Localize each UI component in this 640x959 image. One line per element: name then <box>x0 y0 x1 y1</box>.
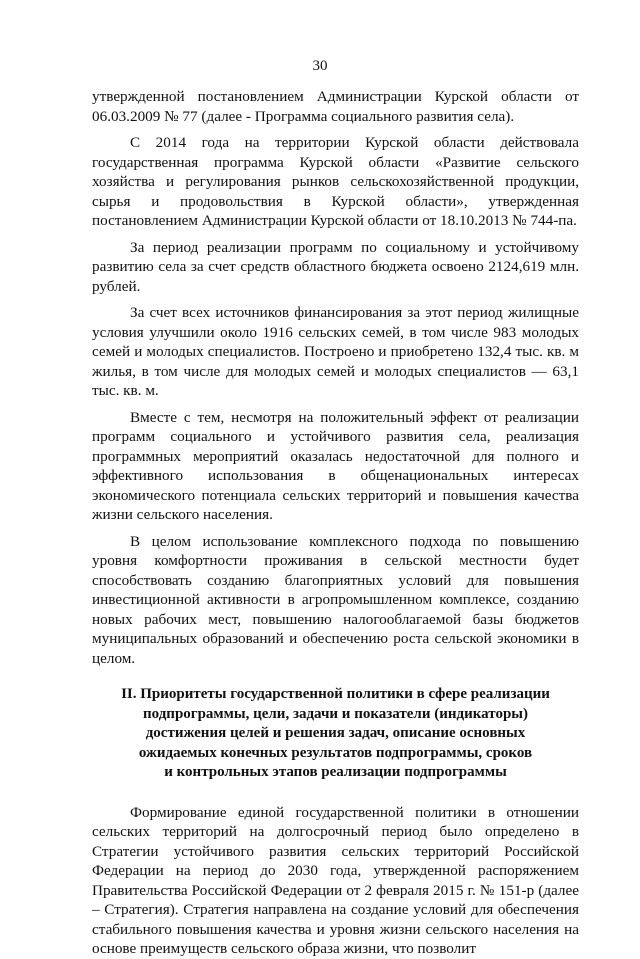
paragraph: Формирование единой государственной политики в отношении сельских территорий на долгосрочный период было определено в Стратегии устойчивого развития сельских территорий Российской Федерации на период до 2030 года, утвержденной распоряжением Правительства Российской Федерации от 2 февраля 2015 г. № 151-р (далее – Стратегия). Стратегия направлена на создание условий для обеспечения стабильного повышения качества и уровня жизни сельского населения на основе преимуществ сельского образа жизни, что позволит <box>92 803 579 957</box>
paragraph: С 2014 года на территории Курской области действовала государственная программа Курской области «Развитие сельского хозяйства и регулирования рынков сельскохозяйственной продукции, сырья и продовольствия в Курской области», утвержденная постановлением Администрации Курской области от 18.10.2013 № 744-па. <box>92 134 579 229</box>
paragraph: В целом использование комплексного подхода по повышению уровня комфортности проживания в сельской местности будет способствовать созданию благоприятных условий для повышения инвестиционной активности в агропромышленном комплексе, созданию новых рабочих мест, повышению налогооблагаемой базы бюджетов муниципальных образований и обеспечению роста сельской экономики в целом. <box>92 532 579 667</box>
section-heading-line: достижения целей и решения задач, описание основных <box>145 725 526 741</box>
paragraph: утвержденной постановлением Администрации Курской области от 06.03.2009 № 77 (далее - Программа социального развития села). <box>92 88 579 125</box>
section-heading-line: ожидаемых конечных результатов подпрограммы, сроков <box>138 744 533 761</box>
section-heading-line: II. Приоритеты государственной политики в сфере реализации <box>121 686 550 702</box>
paragraph: За счет всех источников финансирования за этот период жилищные условия улучшили около 1916 сельских семей, в том числе 983 молодых семей и молодых специалистов. Построено и приобретено 132,4 тыс. кв. м жилья, в том числе для молодых семей и молодых специалистов — 63,1 тыс. кв. м. <box>92 304 579 399</box>
section-heading-line: и контрольных этапов реализации подпрограммы <box>164 764 507 780</box>
page-number: 30 <box>312 58 328 74</box>
section-heading-line: подпрограммы, цели, задачи и показатели (индикаторы) <box>143 705 528 722</box>
paragraph: Вместе с тем, несмотря на положительный эффект от реализации программ социального и устойчивого развития села, реализация программных мероприятий оказалась недостаточной для полного и эффективного использования в общенациональных интересах экономического потенциала сельских территорий и повышения качества жизни сельского населения. <box>92 408 579 523</box>
section-heading <box>92 685 579 783</box>
page-content <box>92 87 579 959</box>
paragraph: За период реализации программ по социальному и устойчивому развитию села за счет средств областного бюджета освоено 2124,619 млн. рублей. <box>92 238 579 295</box>
